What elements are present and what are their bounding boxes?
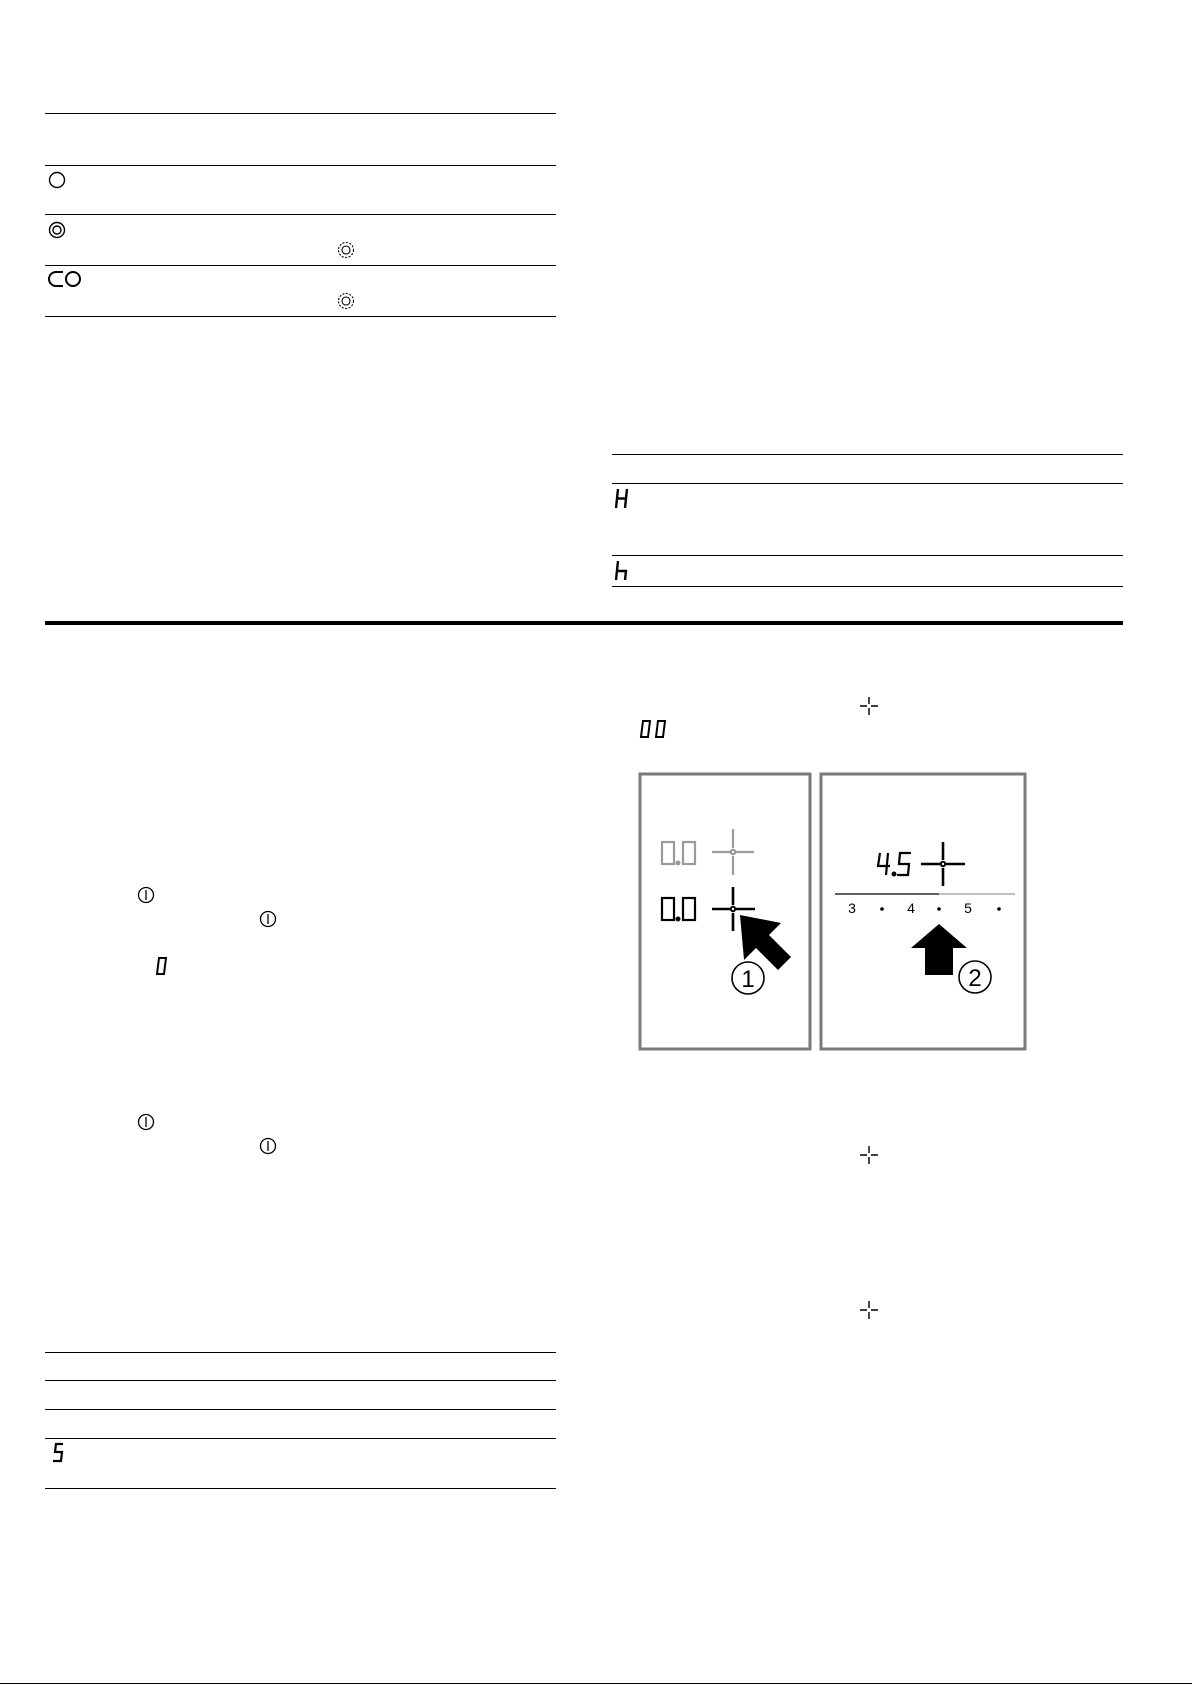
dual-zone-icon	[47, 220, 67, 240]
slider-target-icon	[859, 1145, 879, 1165]
panel-frame-left	[640, 774, 810, 1049]
table2-top-rule	[612, 454, 1123, 455]
slider-target-icon	[859, 1300, 879, 1320]
dim-slider-target-icon	[712, 829, 754, 875]
level-display	[878, 853, 911, 875]
callout-2: 2	[968, 965, 982, 992]
slider-target-icon	[859, 696, 879, 716]
touch-arrow-up	[911, 924, 967, 975]
active-display	[662, 898, 695, 920]
table2-rule	[612, 555, 1123, 556]
scale-label-4: 4	[907, 900, 915, 916]
power-icon	[136, 885, 156, 905]
table3-rule	[45, 1380, 556, 1381]
dim-display	[662, 842, 695, 864]
table1-bottom-rule	[45, 316, 556, 317]
footer-rule	[0, 1683, 1192, 1684]
scale-dot	[880, 907, 884, 911]
level-slider-target-icon	[921, 842, 965, 886]
table2-rule	[612, 483, 1123, 484]
oval-zone-icon	[46, 268, 84, 290]
table3-rule	[45, 1438, 556, 1439]
dual-zone-small-icon	[336, 240, 356, 260]
table1-rule	[45, 214, 556, 215]
segment-00-display	[638, 718, 672, 740]
table3-rule	[45, 1409, 556, 1410]
scale-dot	[997, 907, 1001, 911]
table1-top-rule	[45, 113, 556, 114]
table2-bottom-rule	[612, 586, 1123, 587]
segment-S-symbol	[50, 1441, 68, 1465]
power-icon	[258, 1136, 278, 1156]
scale-dot	[937, 907, 941, 911]
power-icon	[258, 909, 278, 929]
single-zone-icon	[47, 170, 67, 190]
section-divider	[45, 621, 1123, 625]
segment-H-symbol	[612, 486, 634, 512]
scale-label-5: 5	[964, 900, 972, 916]
dual-zone-small-icon	[336, 291, 356, 311]
table1-rule	[45, 165, 556, 166]
scale-label-3: 3	[848, 900, 856, 916]
table1-rule	[45, 265, 556, 266]
segment-h-symbol	[612, 558, 634, 584]
control-panel-illustration	[638, 772, 1028, 1052]
power-icon	[136, 1112, 156, 1132]
callout-1: 1	[741, 966, 755, 993]
table3-top-rule	[45, 1352, 556, 1353]
table3-bottom-rule	[45, 1488, 556, 1489]
segment-0-display	[154, 955, 170, 977]
